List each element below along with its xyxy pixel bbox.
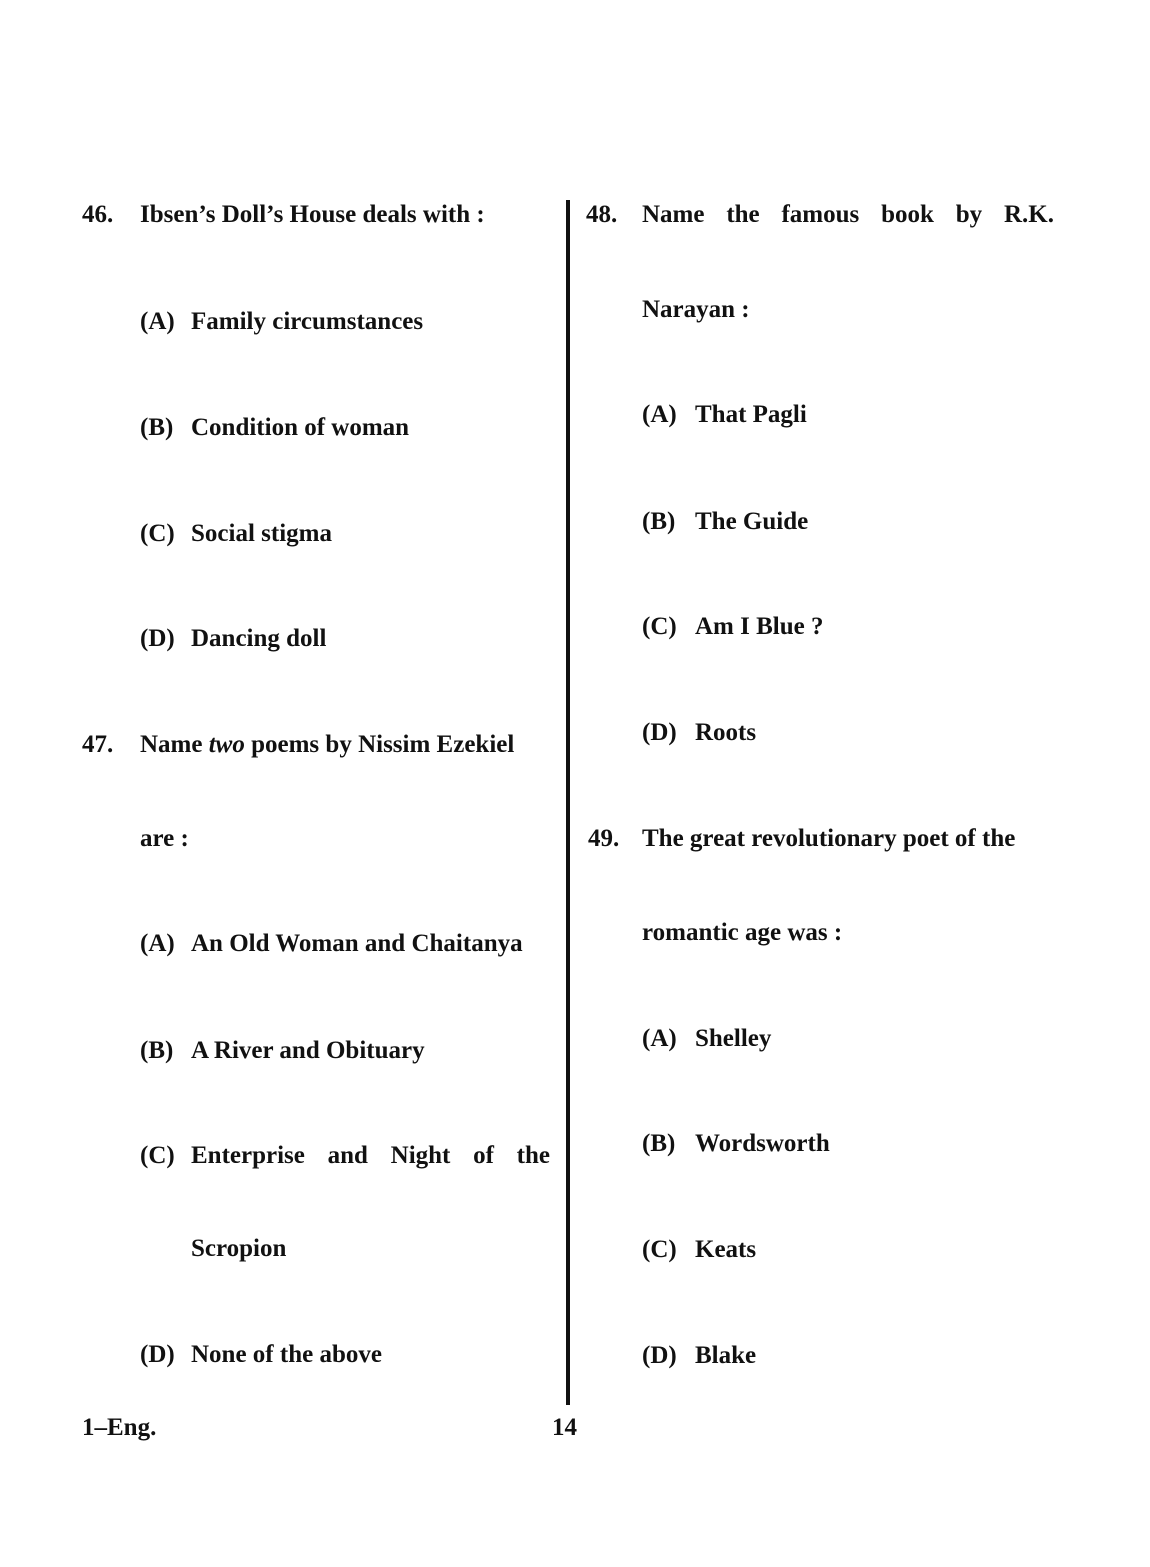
- option-text: Dancing doll: [191, 625, 327, 652]
- question-stem-continued: Narayan :: [642, 296, 750, 323]
- question-number: 47.: [82, 731, 114, 758]
- question-stem-continued: are :: [140, 825, 189, 852]
- option-text: Blake: [695, 1342, 757, 1369]
- question-stem: Ibsen’s Doll’s House deals with :: [140, 201, 485, 228]
- question-number: 49.: [588, 825, 620, 852]
- footer-code: 1–Eng.: [82, 1414, 157, 1441]
- option-text: The Guide: [695, 508, 809, 535]
- question-number: 46.: [82, 201, 114, 228]
- option-text: Social stigma: [191, 520, 332, 547]
- question-stem-continued: romantic age was :: [642, 919, 843, 946]
- stem-text: poems by Nissim Ezekiel: [244, 731, 515, 758]
- option-text: A River and Obituary: [191, 1037, 425, 1064]
- option-letter: (C): [140, 520, 175, 547]
- page-number: 14: [552, 1414, 577, 1441]
- question-stem: [140, 730, 514, 760]
- option-letter: (D): [642, 1342, 677, 1369]
- option-text: Am I Blue ?: [695, 613, 824, 640]
- option-letter: (B): [642, 1130, 676, 1157]
- option-text: Condition of woman: [191, 414, 410, 441]
- question-stem: The great revolutionary poet of the: [642, 825, 1016, 852]
- question-number: 48.: [586, 201, 618, 228]
- option-letter: (A): [140, 930, 175, 957]
- option-text: Enterprise and Night of the: [191, 1142, 550, 1169]
- stem-emphasis: two: [208, 731, 245, 758]
- question-stem: Name the famous book by R.K.: [642, 201, 1054, 228]
- column-divider: [566, 200, 570, 1405]
- option-text: Roots: [695, 719, 757, 746]
- option-text: That Pagli: [695, 401, 807, 428]
- option-text: Wordsworth: [695, 1130, 830, 1157]
- option-text: Shelley: [695, 1025, 772, 1052]
- option-letter: (D): [642, 719, 677, 746]
- option-text: Keats: [695, 1236, 757, 1263]
- option-text-continued: Scropion: [191, 1235, 287, 1262]
- option-letter: (A): [140, 308, 175, 335]
- option-text: Family circumstances: [191, 308, 424, 335]
- option-letter: (C): [642, 1236, 677, 1263]
- option-letter: (C): [140, 1142, 175, 1169]
- option-letter: (B): [140, 1037, 174, 1064]
- option-letter: (C): [642, 613, 677, 640]
- option-letter: (B): [642, 508, 676, 535]
- option-letter: (A): [642, 401, 677, 428]
- option-letter: (B): [140, 414, 174, 441]
- option-letter: (A): [642, 1025, 677, 1052]
- option-text: None of the above: [191, 1341, 382, 1368]
- option-letter: (D): [140, 625, 175, 652]
- option-letter: (D): [140, 1341, 175, 1368]
- stem-text: Name: [140, 731, 209, 758]
- option-text: An Old Woman and Chaitanya: [191, 930, 523, 957]
